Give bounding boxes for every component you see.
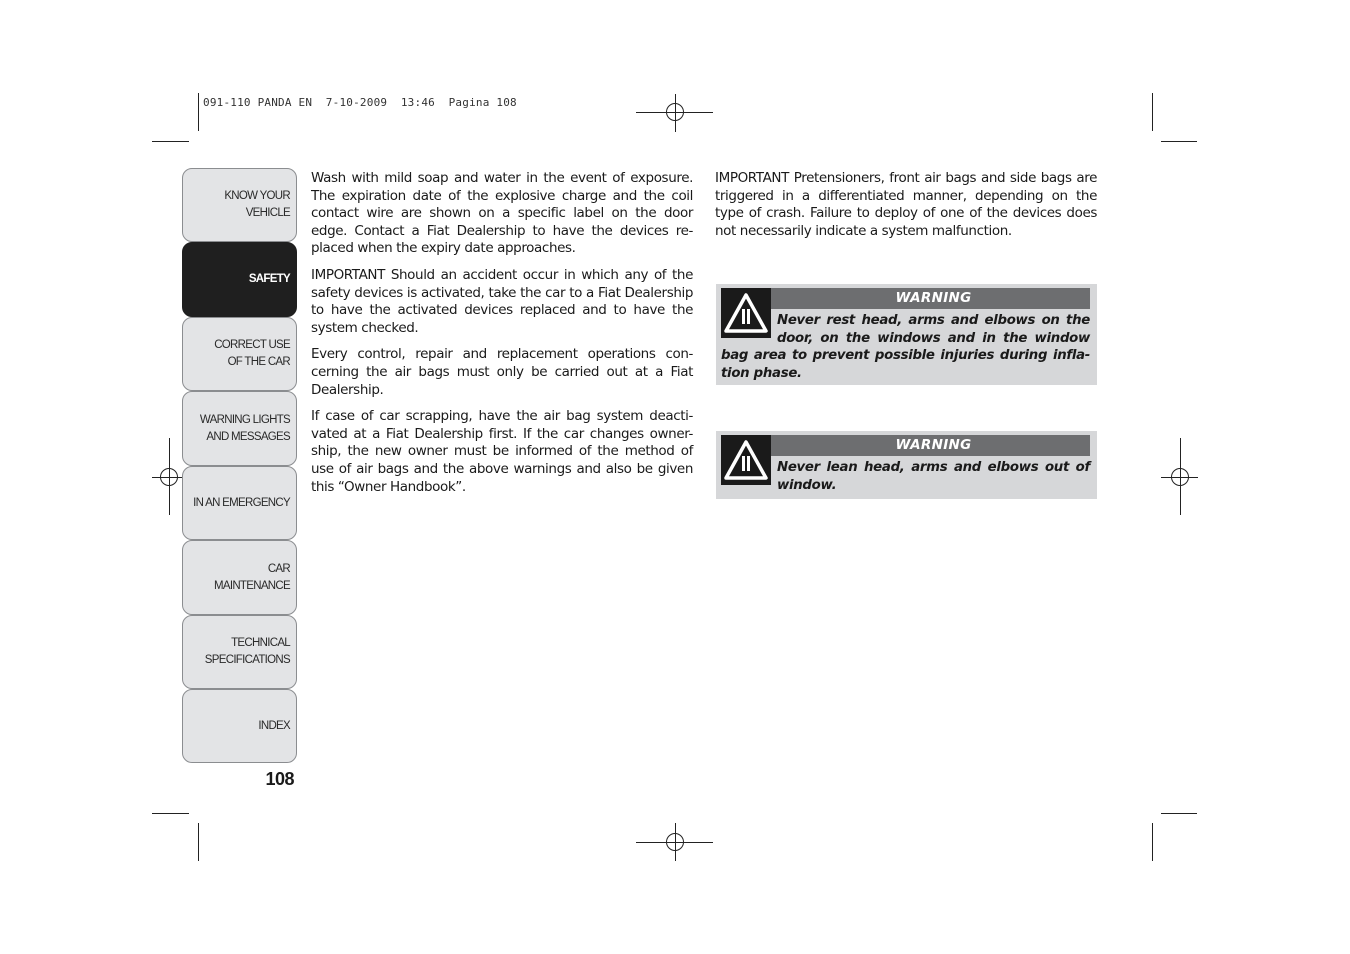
- warning-box: [716, 284, 1097, 385]
- warning-text: Never lean head, arms and elbows out of window.: [777, 460, 1090, 493]
- warning-text: Never rest head, arms and elbows on the door, on the windows and in the window bag area to prevent possible injuries during infla-tion phase.: [721, 313, 1090, 381]
- tab-safety[interactable]: SAFETY: [182, 242, 297, 317]
- left-column: [311, 170, 693, 505]
- paragraph: If case of car scrapping, have the air bag system deacti-vated at a Fiat Dealership first. If the car changes owner-ship, the new owner must be informed of the method of use of air bags and the above warnings and also be given this “Owner Handbook”.: [311, 408, 693, 495]
- tab-in-an-emergency[interactable]: IN AN EMERGENCY: [182, 466, 297, 540]
- tab-know-your-vehicle[interactable]: KNOW YOUR VEHICLE: [182, 168, 297, 242]
- paragraph: IMPORTANT Pretensioners, front air bags and side bags are triggered in a differentiated manner, depending on the type of crash. Failure to deploy of one of the devices does not necessarily indicate a system malfunction.: [715, 170, 1097, 239]
- print-slug: 091-110 PANDA EN 7-10-2009 13:46 Pagina 108: [203, 96, 517, 109]
- warning-triangle-icon: [721, 288, 771, 338]
- warning-triangle-icon: [721, 435, 771, 485]
- right-column: [715, 170, 1097, 249]
- paragraph: IMPORTANT Should an accident occur in which any of the safety devices is activated, take the car to a Fiat Dealership to have the activated devices replaced and to have the system checked.: [311, 266, 693, 336]
- paragraph: Every control, repair and replacement operations con-cerning the air bags must only be carried out at a Fiat Dealership.: [311, 346, 693, 398]
- tab-index[interactable]: INDEX: [182, 689, 297, 763]
- paragraph: Wash with mild soap and water in the event of exposure. The expiration date of the explosive charge and the coil contact wire are shown on a specific label on the door edge. Contact a Fiat Dealership to have the devices re-placed when the expiry date approaches.: [311, 170, 693, 257]
- warning-box: [716, 431, 1097, 499]
- tab-warning-lights[interactable]: WARNING LIGHTS AND MESSAGES: [182, 391, 297, 466]
- tab-technical-specifications[interactable]: TECHNICAL SPECIFICATIONS: [182, 615, 297, 689]
- tab-car-maintenance[interactable]: CAR MAINTENANCE: [182, 540, 297, 615]
- warning-title: WARNING: [721, 435, 1090, 456]
- warning-title: WARNING: [721, 288, 1090, 309]
- page-number: 108: [265, 769, 294, 789]
- tab-correct-use[interactable]: CORRECT USE OF THE CAR: [182, 317, 297, 391]
